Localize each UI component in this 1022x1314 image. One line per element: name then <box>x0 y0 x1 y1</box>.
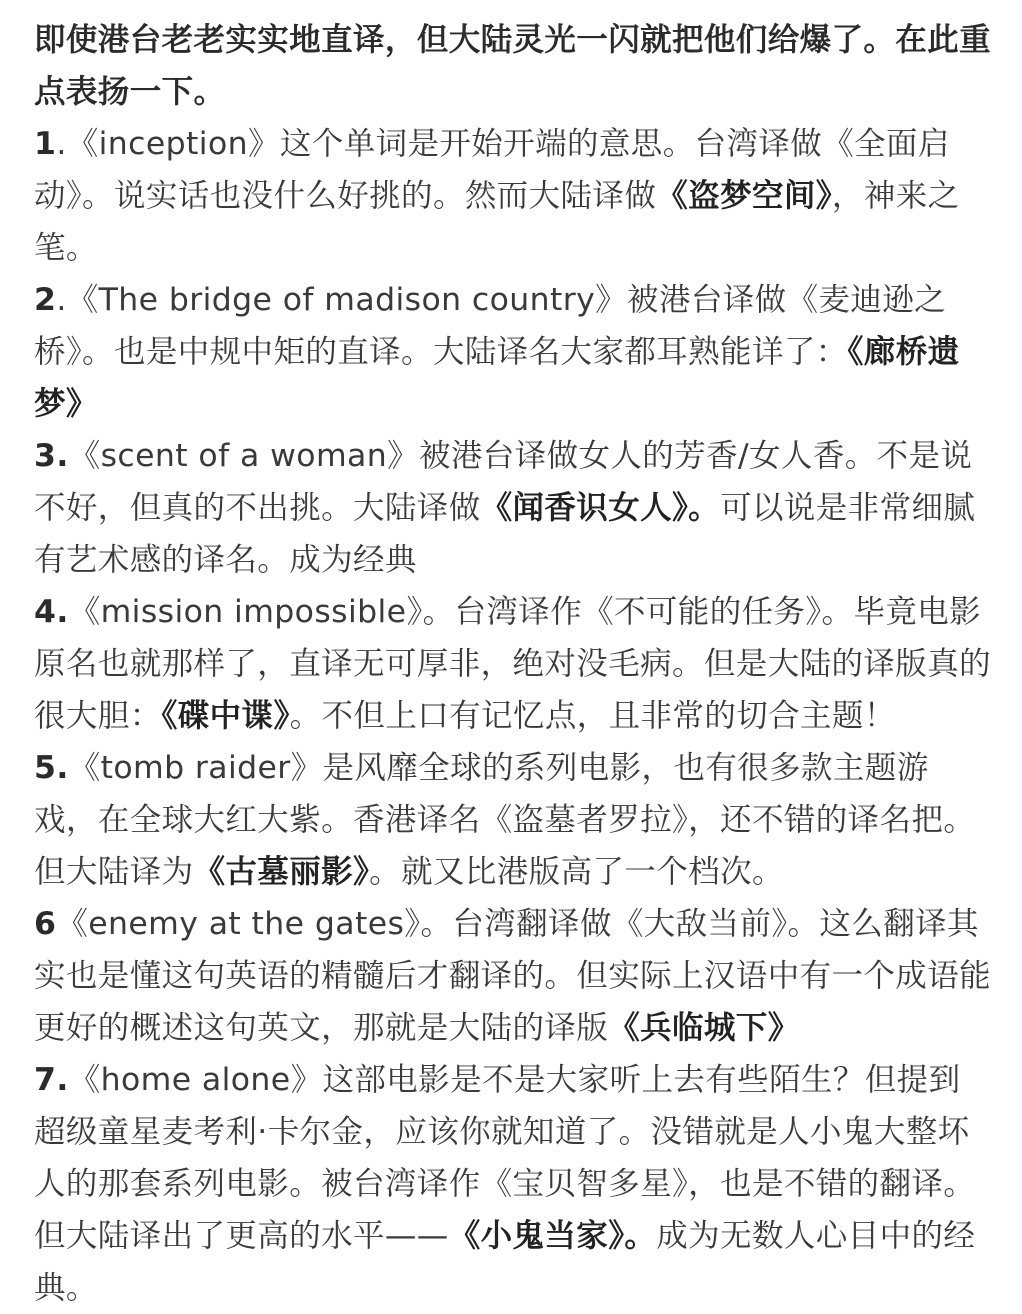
item-text: 《home alone》这部电影是不是大家听上去有些陌生？但提到超级童星麦考利·卡尔金，应该你就知道了。没错就是人小鬼大整坏人的那套系列电影。被台湾译作《宝贝智多星》，也是不错的翻译。但大陆译出了更高的水平—— <box>34 1062 976 1254</box>
item-text-end: 。不但上口有记忆点，且非常的切合主题！ <box>289 698 896 734</box>
list-item-5 <box>34 742 992 898</box>
list-item-4 <box>34 586 992 742</box>
item-text-end: ，神来之笔。 <box>34 178 960 266</box>
item-text-end: 可以说是非常细腻有艺术感的译名。成为经典 <box>34 490 976 578</box>
list-item-1 <box>34 118 992 274</box>
item-text: 《inception》这个单词是开始开端的意思。台湾译做《全面启动》。说实话也没什么好挑的。然而大陆译做 <box>34 126 950 214</box>
item-text: 《tomb raider》是风靡全球的系列电影，也有很多款主题游戏，在全球大红大紫。香港译名《盗墓者罗拉》，还不错的译名把。但大陆译为 <box>34 750 976 890</box>
item-text-end: 成为无数人心目中的经典。 <box>34 1218 976 1306</box>
item-separator: . <box>56 282 67 318</box>
item-highlight: 《闻香识女人》。 <box>480 490 721 526</box>
list-item-2 <box>34 274 992 430</box>
item-number: 3. <box>34 438 69 474</box>
item-number: 7. <box>34 1062 69 1098</box>
item-number: 5. <box>34 750 69 786</box>
list-item-3 <box>34 430 992 586</box>
item-text-end: 。就又比港版高了一个档次。 <box>369 854 784 890</box>
item-number: 4. <box>34 594 69 630</box>
item-number: 1 <box>34 126 57 162</box>
item-text: 《enemy at the gates》。台湾翻译做《大敌当前》。这么翻译其实也是懂这句英语的精髓后才翻译的。但实际上汉语中有一个成语能更好的概述这句英文，那就是大陆的译版 <box>34 906 992 1046</box>
list-item-6 <box>34 898 992 1054</box>
item-number: 2 <box>34 282 57 318</box>
item-highlight: 《碟中谍》 <box>161 698 290 734</box>
item-highlight: 《兵临城下》 <box>608 1010 800 1046</box>
item-highlight: 《小鬼当家》。 <box>448 1218 657 1254</box>
item-text: 《mission impossible》。台湾译作《不可能的任务》。毕竟电影原名也就那样了，直译无可厚非，绝对没毛病。但是大陆的译版真的很大胆： <box>34 594 992 734</box>
item-number: 6 <box>34 906 57 942</box>
list-item-7 <box>34 1054 992 1314</box>
item-text: 《The bridge of madison country》被港台译做《麦迪逊之桥》。也是中规中矩的直译。大陆译名大家都耳熟能详了： <box>34 282 947 370</box>
item-separator: . <box>56 126 67 162</box>
item-text: 《scent of a woman》被港台译做女人的芳香/女人香。不是说不好，但真的不出挑。大陆译做 <box>34 438 973 526</box>
item-highlight: 《廊桥遗梦》 <box>34 334 960 422</box>
item-highlight: 《盗梦空间》 <box>656 178 832 214</box>
intro-paragraph: 即使港台老老实实地直译，但大陆灵光一闪就把他们给爆了。在此重点表扬一下。 <box>34 22 992 110</box>
item-highlight: 《古墓丽影》 <box>193 854 370 890</box>
